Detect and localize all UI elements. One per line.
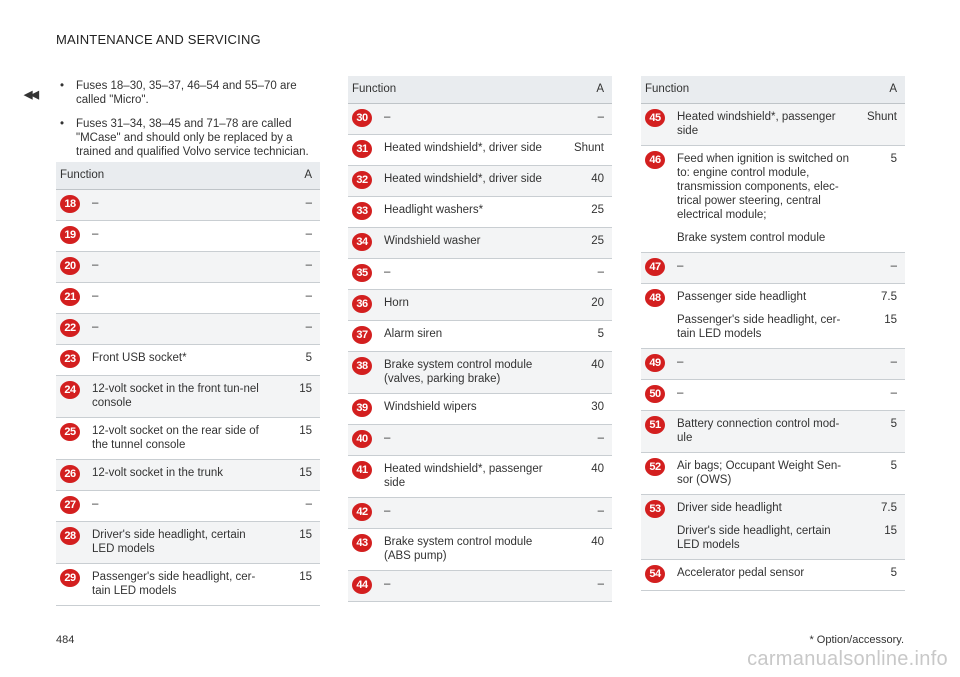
table-row [641, 145, 905, 252]
function-text: Passenger's side headlight, cer-tain LED models [92, 570, 256, 597]
function-cell [673, 559, 857, 590]
fuse-number-badge: 41 [352, 461, 372, 479]
function-text: 12-volt socket in the front tun-nel console [92, 382, 259, 409]
fuse-number-badge: 44 [352, 576, 372, 594]
function-text: Brake system control module (ABS pump) [384, 535, 533, 562]
function-cell [673, 283, 857, 348]
footnote: * Option/accessory. [809, 634, 904, 646]
amperage-cell [857, 379, 905, 410]
amperage-value: Shunt [866, 110, 897, 123]
function-text: – [92, 227, 99, 240]
table-row [641, 348, 905, 379]
amperage-cell [272, 563, 320, 605]
amperage-value: Shunt [573, 141, 604, 154]
function-text: Headlight washers* [384, 203, 484, 216]
fuse-number-badge: 30 [352, 109, 372, 127]
amp-column-header: A [564, 76, 612, 103]
function-subtext: Passenger's side headlight, cer-tain LED models [677, 313, 841, 340]
fuse-number-badge: 43 [352, 534, 372, 552]
table-row [641, 379, 905, 410]
amperage-value: 40 [591, 172, 604, 185]
amperage-cell [857, 252, 905, 283]
function-cell [88, 282, 272, 313]
function-cell [673, 103, 857, 145]
amperage-cell [564, 134, 612, 165]
amperage-cell [564, 393, 612, 424]
table-row [348, 289, 612, 320]
fuse-number-badge: 51 [645, 416, 665, 434]
fuse-number-cell [641, 145, 673, 252]
fuse-number-badge: 49 [645, 354, 665, 372]
function-cell [380, 165, 564, 196]
fuse-number-cell [56, 313, 88, 344]
fuse-number-badge: 29 [60, 569, 80, 587]
fuse-number-cell [56, 490, 88, 521]
fuse-number-badge: 48 [645, 289, 665, 307]
function-text: 12-volt socket in the trunk [92, 466, 224, 479]
table-row [56, 251, 320, 282]
fuse-table-3 [641, 76, 905, 591]
table-row [641, 410, 905, 452]
table-row [348, 165, 612, 196]
amperage-subvalue: 15 [884, 524, 897, 537]
table-row [56, 521, 320, 563]
amperage-value: 25 [591, 234, 604, 247]
fuse-number-cell [641, 379, 673, 410]
amperage-value: – [597, 504, 604, 517]
fuse-number-cell [348, 320, 380, 351]
fuse-number-badge: 21 [60, 288, 80, 306]
amperage-value: – [305, 196, 312, 209]
fuse-number-badge: 26 [60, 465, 80, 483]
fuse-number-badge: 39 [352, 399, 372, 417]
function-text: – [384, 577, 391, 590]
fuse-number-cell [56, 251, 88, 282]
function-text: Windshield wipers [384, 400, 477, 413]
function-text: Alarm siren [384, 327, 443, 340]
fuse-notes [58, 79, 328, 169]
fuse-number-cell [348, 258, 380, 289]
amperage-value: – [305, 258, 312, 271]
function-cell [673, 379, 857, 410]
table-row [641, 103, 905, 145]
function-column-header: Function [56, 162, 272, 189]
amperage-cell [564, 455, 612, 497]
fuse-number-badge: 33 [352, 202, 372, 220]
table-row [56, 417, 320, 459]
page-header-title: MAINTENANCE AND SERVICING [56, 32, 261, 47]
amperage-value: 7.5 [881, 501, 897, 514]
table-row [641, 452, 905, 494]
function-cell [88, 313, 272, 344]
function-subtext: Driver's side headlight, certain LED models [677, 524, 831, 551]
amperage-cell [272, 282, 320, 313]
amperage-value: – [597, 110, 604, 123]
function-cell [380, 455, 564, 497]
fuse-number-badge: 36 [352, 295, 372, 313]
amperage-value: 25 [591, 203, 604, 216]
table-row [56, 189, 320, 220]
fuse-number-badge: 32 [352, 171, 372, 189]
amperage-value: 5 [890, 417, 897, 430]
table-row [348, 497, 612, 528]
table-row [641, 252, 905, 283]
amperage-subvalue: 15 [884, 313, 897, 326]
fuse-number-cell [348, 393, 380, 424]
amp-column-header: A [272, 162, 320, 189]
amperage-cell [564, 320, 612, 351]
function-cell [88, 459, 272, 490]
amperage-cell [564, 258, 612, 289]
fuse-number-badge: 31 [352, 140, 372, 158]
function-text: – [384, 431, 391, 444]
fuse-number-cell [348, 570, 380, 601]
fuse-number-cell [641, 348, 673, 379]
table-row [348, 320, 612, 351]
function-cell [88, 251, 272, 282]
bullet-item: • Fuses 31–34, 38–45 and 71–78 are called "MCase" and should only be replaced by a trained and qualified Volvo service technician. [58, 117, 328, 159]
function-cell [88, 220, 272, 251]
function-text: Heated windshield*, passenger side [677, 110, 836, 137]
function-cell [673, 252, 857, 283]
fuse-number-cell [56, 563, 88, 605]
fuse-number-badge: 19 [60, 226, 80, 244]
fuse-number-badge: 24 [60, 381, 80, 399]
table-row [348, 570, 612, 601]
function-text: – [92, 320, 99, 333]
table-row [348, 227, 612, 258]
amperage-value: – [890, 386, 897, 399]
fuse-number-badge: 28 [60, 527, 80, 545]
amperage-value: – [597, 265, 604, 278]
amperage-cell [857, 410, 905, 452]
function-text: 12-volt socket on the rear side of the tunnel console [92, 424, 259, 451]
function-cell [380, 497, 564, 528]
fuse-number-badge: 42 [352, 503, 372, 521]
amperage-value: – [597, 577, 604, 590]
function-text: Passenger side headlight [677, 290, 807, 303]
amperage-cell [272, 313, 320, 344]
fuse-number-cell [348, 289, 380, 320]
function-text: – [92, 196, 99, 209]
function-column-header: Function [348, 76, 564, 103]
amperage-value: 5 [890, 566, 897, 579]
fuse-number-cell [56, 282, 88, 313]
table-row [348, 528, 612, 570]
function-text: Feed when ignition is switched on to: engine control module, transmission components, elec-trical power steering, central electrical module; [677, 152, 849, 221]
function-cell [380, 424, 564, 455]
amperage-value: 15 [299, 528, 312, 541]
fuse-number-cell [56, 189, 88, 220]
fuse-number-cell [348, 227, 380, 258]
amperage-value: 5 [890, 459, 897, 472]
fuse-number-badge: 54 [645, 565, 665, 583]
fuse-number-cell [56, 375, 88, 417]
table-row [641, 494, 905, 559]
amperage-cell [857, 103, 905, 145]
function-text: Heated windshield*, driver side [384, 172, 542, 185]
amperage-value: 20 [591, 296, 604, 309]
amperage-value: – [890, 355, 897, 368]
fuse-number-badge: 52 [645, 458, 665, 476]
fuse-number-cell [641, 103, 673, 145]
function-cell [673, 494, 857, 559]
amperage-cell [564, 497, 612, 528]
fuse-number-cell [56, 344, 88, 375]
function-text: Battery connection control mod-ule [677, 417, 840, 444]
function-text: – [677, 386, 684, 399]
table-row [56, 490, 320, 521]
fuse-number-cell [348, 103, 380, 134]
amperage-cell [564, 103, 612, 134]
table-header-row [348, 76, 612, 103]
function-cell [380, 393, 564, 424]
fuse-number-cell [348, 528, 380, 570]
amperage-value: 7.5 [881, 290, 897, 303]
amperage-cell [857, 145, 905, 252]
table-header-row [56, 162, 320, 189]
amperage-cell [857, 559, 905, 590]
fuse-number-badge: 47 [645, 258, 665, 276]
table-row [348, 134, 612, 165]
function-cell [673, 348, 857, 379]
amperage-cell [564, 528, 612, 570]
function-cell [88, 344, 272, 375]
amperage-cell [272, 375, 320, 417]
amperage-cell [272, 490, 320, 521]
fuse-number-cell [56, 220, 88, 251]
fuse-number-badge: 35 [352, 264, 372, 282]
function-text: – [92, 258, 99, 271]
function-text: – [384, 504, 391, 517]
function-cell [380, 103, 564, 134]
fuse-number-cell [641, 410, 673, 452]
fuse-number-cell [56, 417, 88, 459]
fuse-number-badge: 25 [60, 423, 80, 441]
amperage-cell [564, 289, 612, 320]
fuse-number-cell [641, 452, 673, 494]
fuse-number-badge: 38 [352, 357, 372, 375]
function-text: – [384, 110, 391, 123]
fuse-number-badge: 18 [60, 195, 80, 213]
function-subtext: Brake system control module [677, 231, 826, 244]
fuse-number-cell [348, 455, 380, 497]
amperage-value: 40 [591, 462, 604, 475]
function-text: – [677, 259, 684, 272]
amperage-value: – [305, 320, 312, 333]
function-text: Driver side headlight [677, 501, 782, 514]
amperage-value: – [305, 497, 312, 510]
amperage-cell [564, 196, 612, 227]
amperage-cell [272, 189, 320, 220]
fuse-number-cell [348, 351, 380, 393]
amperage-value: 5 [597, 327, 604, 340]
amperage-value: 30 [591, 400, 604, 413]
function-cell [673, 452, 857, 494]
amperage-cell [857, 494, 905, 559]
amperage-value: 5 [305, 351, 312, 364]
function-text: Accelerator pedal sensor [677, 566, 805, 579]
amperage-cell [564, 165, 612, 196]
amperage-value: 5 [890, 152, 897, 165]
fuse-number-cell [641, 252, 673, 283]
function-text: Horn [384, 296, 409, 309]
function-cell [88, 417, 272, 459]
function-text: Front USB socket* [92, 351, 187, 364]
amperage-cell [857, 348, 905, 379]
fuse-number-badge: 40 [352, 430, 372, 448]
amperage-cell [272, 344, 320, 375]
table-row [348, 424, 612, 455]
fuse-table-1 [56, 162, 320, 606]
fuse-number-badge: 53 [645, 500, 665, 518]
amperage-cell [272, 459, 320, 490]
function-cell [673, 410, 857, 452]
function-text: Brake system control module (valves, parking brake) [384, 358, 533, 385]
amperage-value: 15 [299, 570, 312, 583]
function-cell [380, 134, 564, 165]
amperage-cell [272, 251, 320, 282]
fuse-number-badge: 27 [60, 496, 80, 514]
amperage-value: – [305, 227, 312, 240]
fuse-number-badge: 20 [60, 257, 80, 275]
function-cell [88, 375, 272, 417]
table-row [56, 459, 320, 490]
function-column-header: Function [641, 76, 857, 103]
fuse-number-cell [348, 497, 380, 528]
function-text: Windshield washer [384, 234, 481, 247]
amperage-value: 40 [591, 358, 604, 371]
function-text: Heated windshield*, driver side [384, 141, 542, 154]
table-row [348, 258, 612, 289]
amperage-cell [272, 220, 320, 251]
fuse-number-badge: 46 [645, 151, 665, 169]
table-row [641, 283, 905, 348]
function-text: Driver's side headlight, certain LED models [92, 528, 246, 555]
fuse-number-cell [348, 165, 380, 196]
amperage-value: 15 [299, 424, 312, 437]
table-row [348, 351, 612, 393]
function-cell [88, 189, 272, 220]
fuse-number-cell [641, 494, 673, 559]
function-cell [380, 351, 564, 393]
table-row [56, 344, 320, 375]
function-text: – [677, 355, 684, 368]
function-cell [380, 196, 564, 227]
table-row [56, 313, 320, 344]
function-cell [88, 563, 272, 605]
function-text: Heated windshield*, passenger side [384, 462, 543, 489]
function-cell [380, 227, 564, 258]
amperage-cell [564, 424, 612, 455]
table-row [56, 220, 320, 251]
fuse-number-badge: 23 [60, 350, 80, 368]
amperage-cell [564, 227, 612, 258]
amperage-value: 40 [591, 535, 604, 548]
function-text: Air bags; Occupant Weight Sen-sor (OWS) [677, 459, 842, 486]
function-cell [380, 570, 564, 601]
function-cell [88, 490, 272, 521]
bullet-item: • Fuses 18–30, 35–37, 46–54 and 55–70 are called "Micro". [58, 79, 328, 107]
amperage-value: – [305, 289, 312, 302]
back-arrows-icon[interactable]: ◀◀ [24, 89, 37, 101]
function-cell [380, 528, 564, 570]
fuse-number-cell [348, 424, 380, 455]
amperage-cell [857, 283, 905, 348]
amperage-cell [564, 570, 612, 601]
fuse-number-badge: 34 [352, 233, 372, 251]
table-row [348, 103, 612, 134]
table-header-row [641, 76, 905, 103]
table-row [348, 455, 612, 497]
fuse-table-2 [348, 76, 612, 602]
function-cell [380, 289, 564, 320]
table-row [56, 563, 320, 605]
watermark: carmanualsonline.info [747, 648, 948, 670]
table-row [348, 196, 612, 227]
function-text: – [384, 265, 391, 278]
amp-column-header: A [857, 76, 905, 103]
function-cell [380, 258, 564, 289]
amperage-cell [272, 521, 320, 563]
amperage-value: – [597, 431, 604, 444]
amperage-cell [272, 417, 320, 459]
table-row [56, 375, 320, 417]
page-number: 484 [56, 634, 75, 646]
function-text: – [92, 497, 99, 510]
function-cell [88, 521, 272, 563]
fuse-number-cell [56, 521, 88, 563]
function-cell [380, 320, 564, 351]
amperage-cell [564, 351, 612, 393]
table-row [348, 393, 612, 424]
amperage-cell [857, 452, 905, 494]
fuse-number-cell [348, 196, 380, 227]
fuse-number-cell [56, 459, 88, 490]
amperage-value: – [890, 259, 897, 272]
fuse-number-cell [641, 559, 673, 590]
table-row [641, 559, 905, 590]
function-cell [673, 145, 857, 252]
fuse-number-badge: 50 [645, 385, 665, 403]
table-row [56, 282, 320, 313]
amperage-value: 15 [299, 466, 312, 479]
function-text: – [92, 289, 99, 302]
amperage-value: 15 [299, 382, 312, 395]
fuse-number-cell [348, 134, 380, 165]
fuse-number-cell [641, 283, 673, 348]
fuse-number-badge: 45 [645, 109, 665, 127]
fuse-number-badge: 37 [352, 326, 372, 344]
fuse-number-badge: 22 [60, 319, 80, 337]
